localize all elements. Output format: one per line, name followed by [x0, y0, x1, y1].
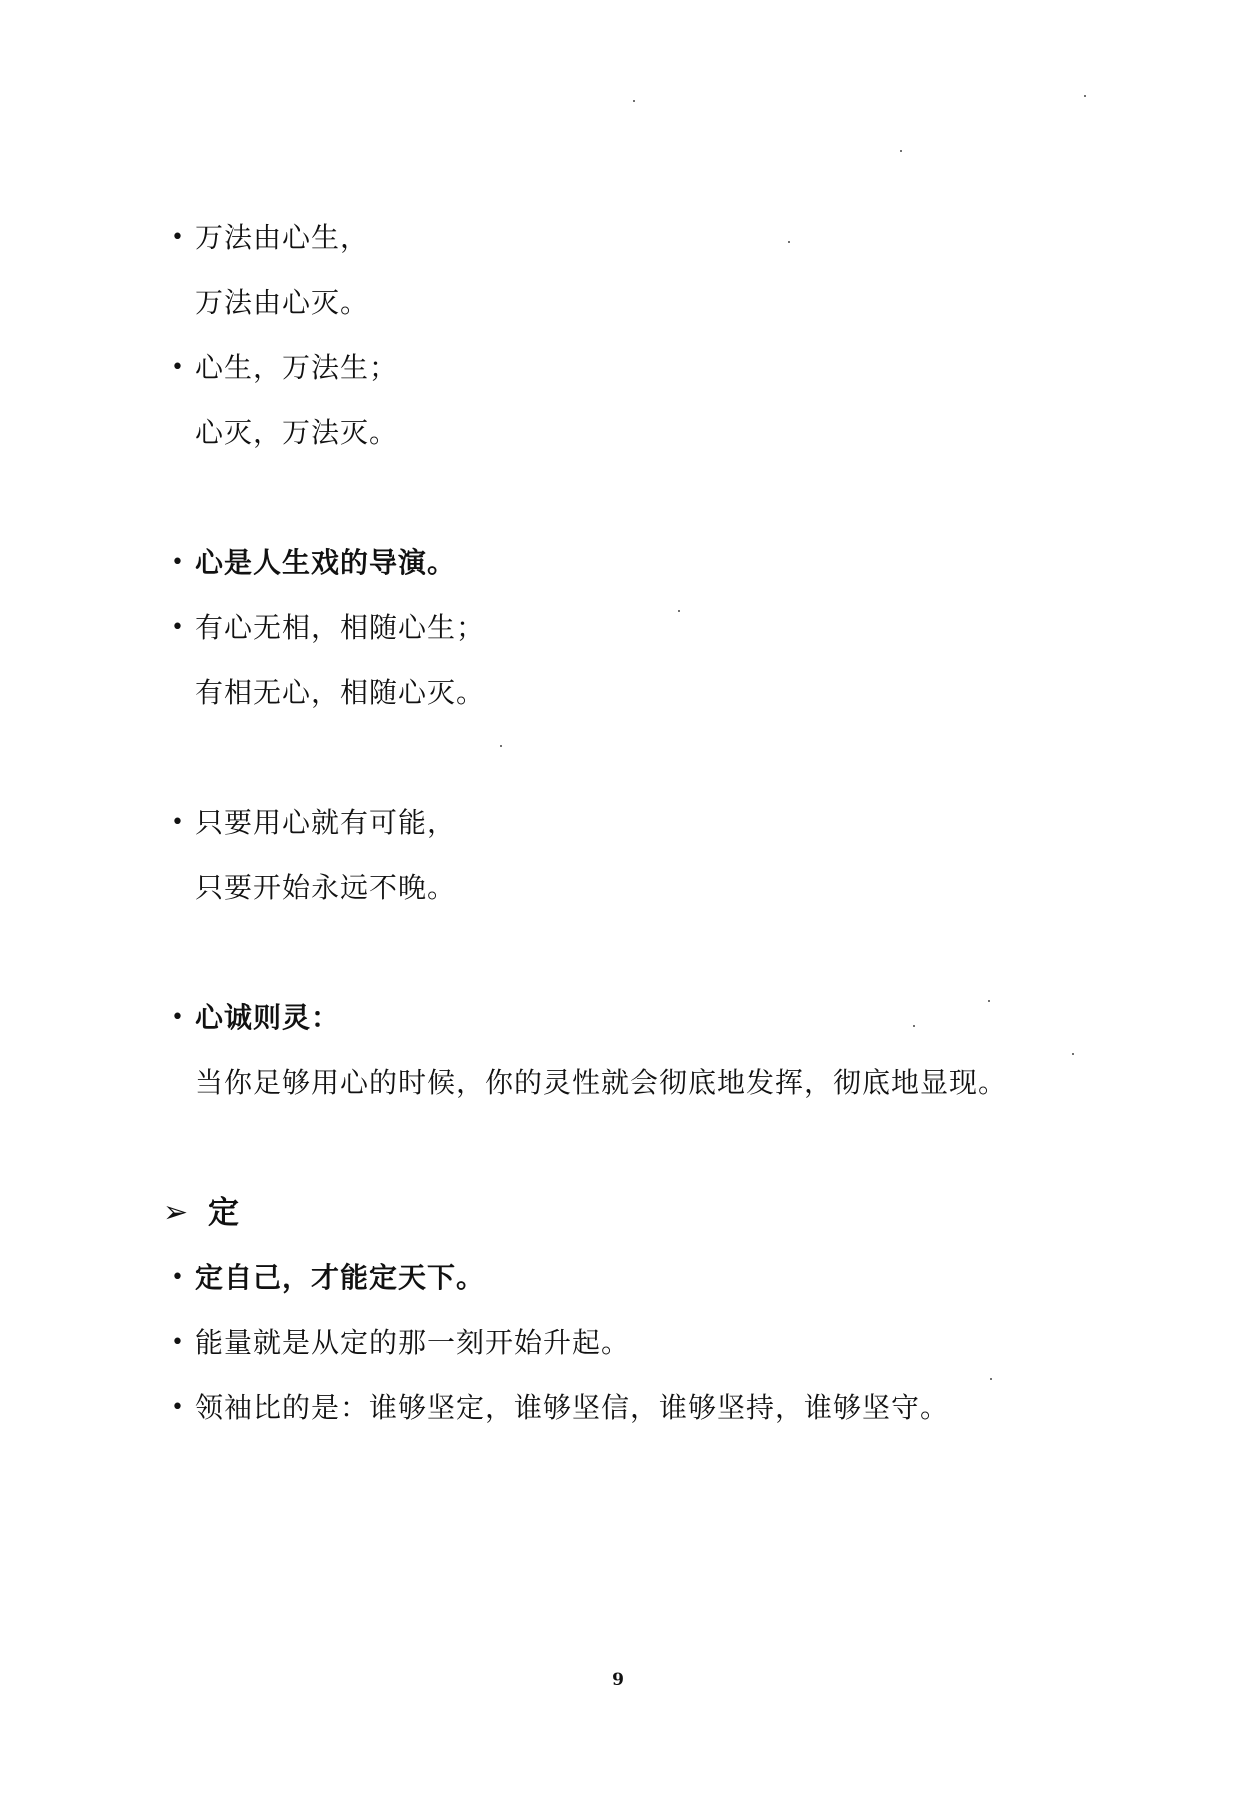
bullet-marker: • — [171, 810, 184, 835]
scan-speck — [900, 150, 902, 152]
scan-speck — [1072, 1053, 1074, 1055]
bullet-marker: • — [171, 355, 184, 380]
bullet-marker: • — [171, 1330, 184, 1355]
text-line: 能量就是从定的那一刻开始升起。 — [195, 1326, 631, 1359]
text-line-bold: 心诚则灵： — [195, 1001, 341, 1034]
text-line: 万法由心生， — [195, 221, 370, 254]
text-line: 只要用心就有可能， — [195, 806, 457, 839]
bullet-marker: • — [171, 615, 184, 640]
text-line-bold: 心是人生戏的导演。 — [195, 546, 457, 579]
scan-speck — [633, 100, 635, 102]
page-number: 9 — [612, 1670, 624, 1690]
scan-speck — [913, 1025, 915, 1027]
scan-speck — [1084, 95, 1086, 97]
text-line: 有心无相，相随心生； — [195, 611, 486, 644]
scan-speck — [788, 241, 790, 243]
scan-speck — [678, 610, 680, 612]
text-line: 有相无心，相随心灭。 — [195, 676, 486, 709]
bullet-marker: • — [171, 225, 184, 250]
text-line: 心生，万法生； — [195, 351, 399, 384]
bullet-marker: • — [171, 1005, 184, 1030]
scan-speck — [988, 1000, 990, 1002]
section-arrow-icon: ➢ — [163, 1195, 189, 1230]
text-line: 只要开始永远不晚。 — [195, 871, 457, 904]
bullet-marker: • — [171, 1395, 184, 1420]
section-title: 定 — [208, 1195, 239, 1231]
text-line: 万法由心灭。 — [195, 286, 370, 319]
bullet-marker: • — [171, 1265, 184, 1290]
scan-speck — [990, 1378, 992, 1380]
text-line-bold: 定自己，才能定天下。 — [195, 1261, 486, 1294]
text-line: 当你足够用心的时候，你的灵性就会彻底地发挥，彻底地显现。 — [195, 1066, 1008, 1099]
text-line: 领袖比的是：谁够坚定，谁够坚信，谁够坚持，谁够坚守。 — [195, 1391, 950, 1424]
scan-speck — [500, 745, 502, 747]
text-line: 心灭，万法灭。 — [195, 416, 399, 449]
bullet-marker: • — [171, 550, 184, 575]
